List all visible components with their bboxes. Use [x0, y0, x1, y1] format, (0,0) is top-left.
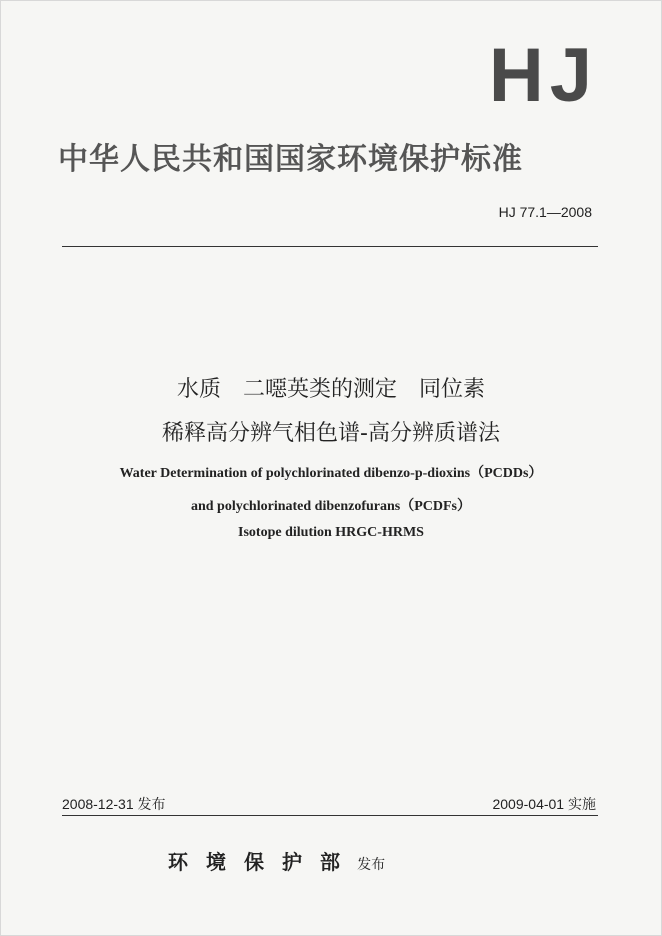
issue-date: 2008-12-31 发布	[62, 796, 166, 812]
bottom-divider	[62, 815, 598, 816]
standard-number: HJ 77.1—2008	[498, 204, 592, 220]
top-divider	[62, 246, 598, 247]
standard-category-title: 中华人民共和国国家环境保护标准	[58, 142, 523, 177]
chinese-title-line2: 稀释高分辨气相色谱-高分辨质谱法	[162, 421, 500, 446]
publisher-name: 环境保护部	[168, 850, 358, 874]
publisher-suffix: 发布	[357, 857, 386, 873]
hj-logo: HJ	[488, 33, 598, 118]
english-title-line1: Water Determination of polychlorinated dibenzo-p-dioxins（PCDDs）	[119, 466, 543, 481]
english-title-line3: Isotope dilution HRGC-HRMS	[238, 525, 424, 540]
chinese-title-line1: 水质 二噁英类的测定 同位素	[176, 377, 485, 402]
english-title-line2: and polychlorinated dibenzofurans（PCDFs）	[190, 499, 472, 514]
implementation-date: 2009-04-01 实施	[492, 796, 596, 812]
publisher-line	[168, 846, 385, 875]
